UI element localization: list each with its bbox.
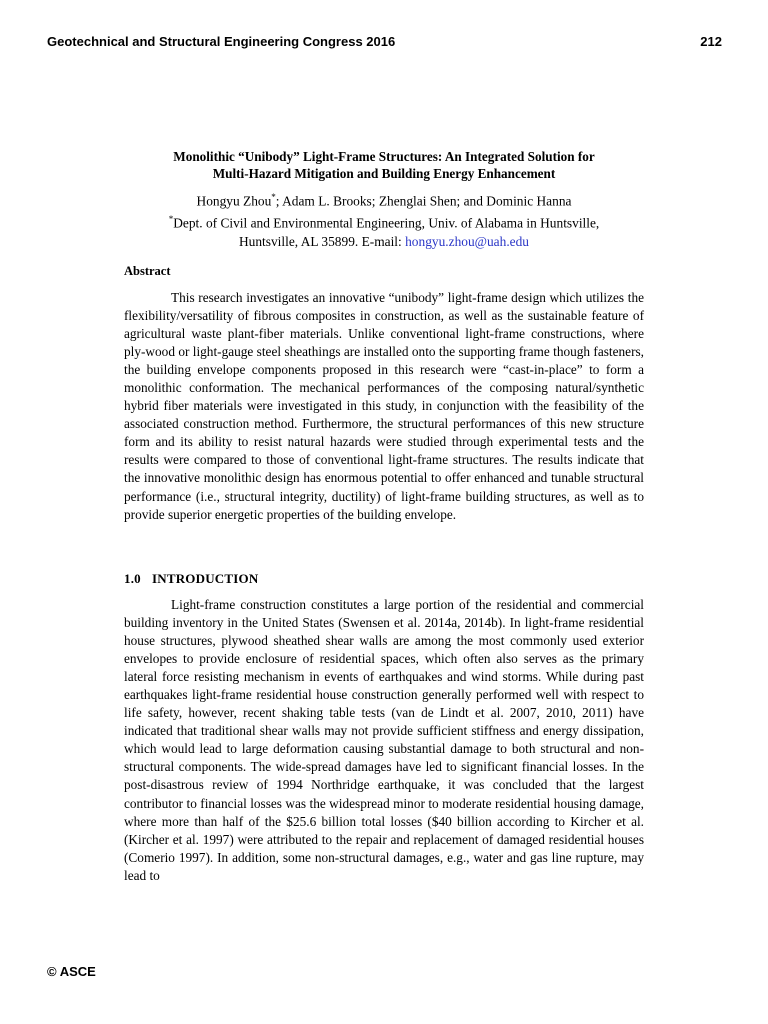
other-authors: ; Adam L. Brooks; Zhenglai Shen; and Dominic Hanna [275,193,572,209]
affiliation-mark: * [168,214,174,225]
affiliation-line-2 [124,233,644,251]
abstract-body: This research investigates an innovative “unibody” light-frame design which utilizes the flexibility/versatility of fibrous composites in construction, as well as the sustainable feature of agricultural waste plant-fiber materials. Unlike conventional light-frame constructions, where ply-wood or light-gauge steel sheathings are installed onto the supporting frame though fasteners, the building envelope components proposed in this research were “cast-in-place” to form a monolithic conformation. The mechanical performances of the composing natural/synthetic hybrid fiber materials were investigated in this study, in conjunction with the feasibility of the associated construction method. Furthermore, the structural performances of this new structure form and its ability to resist natural hazards were studied through experimental tests and the results were compared to those of conventional light-frame structures. The results indicate that the innovative monolithic design has enormous potential to offer enhanced and tunable structural performance (i.e., structural integrity, ductility) of light-frame building structures, as well as to provide superior energetic properties of the building envelope. [124,290,644,522]
title-line-1: Monolithic “Unibody” Light-Frame Structures: An Integrated Solution for [173,149,595,164]
section-title: INTRODUCTION [152,571,259,586]
page-number: 212 [700,34,722,49]
abstract-heading: Abstract [124,264,171,278]
section-heading-introduction [124,571,258,587]
affiliation-text: Dept. of Civil and Environmental Engineering, Univ. of Alabama in Huntsville, [173,215,600,231]
first-author: Hongyu Zhou [196,193,272,209]
paper-title [124,148,644,182]
author-block [124,188,644,251]
introduction-body: Light-frame construction constitutes a large portion of the residential and commercial building inventory in the United States (Swensen et al. 2014a, 2014b). In light-frame residential house structures, plywood sheathed shear walls are among the most commonly used exterior envelopes to provide enclosure of residential spaces, which often also serves as the primary lateral force resisting mechanism in events of earthquakes and wind storms. While during past earthquakes light-frame residential house construction generally performed well with respect to life safety, however, recent shaking table tests (van de Lindt et al. 2007, 2010, 2011) have indicated that traditional shear walls may not provide sufficient stiffness and energy dissipation, which would lead to large deformation causing substantial damage to both structural and non-structural components. The wide-spread damages have led to significant financial losses. In the post-disastrous review of 1994 Northridge earthquake, it was concluded that the largest contributor to financial losses was the widespread minor to moderate residential housing damage, where more than half of the $25.6 billion total losses ($40 billion according to Kircher et al. (Kircher et al. 1997) were attributed to the repair and replacement of damaged residential houses (Comerio 1997). In addition, some non-structural damages, e.g., water and gas line rupture, may lead to [124,597,644,883]
email-link[interactable]: hongyu.zhou@uah.edu [405,233,530,249]
address-text: Huntsville, AL 35899. E-mail: [238,233,406,249]
running-header [47,34,722,52]
copyright-footer: © ASCE [47,964,96,979]
journal-name: Geotechnical and Structural Engineering Congress 2016 [47,34,396,49]
section-number: 1.0 [124,571,141,586]
author-list [124,188,644,210]
affiliation-line-1 [124,210,644,232]
corresponding-mark: * [271,192,276,202]
title-line-2: Multi-Hazard Mitigation and Building Energy Enhancement [212,166,556,181]
